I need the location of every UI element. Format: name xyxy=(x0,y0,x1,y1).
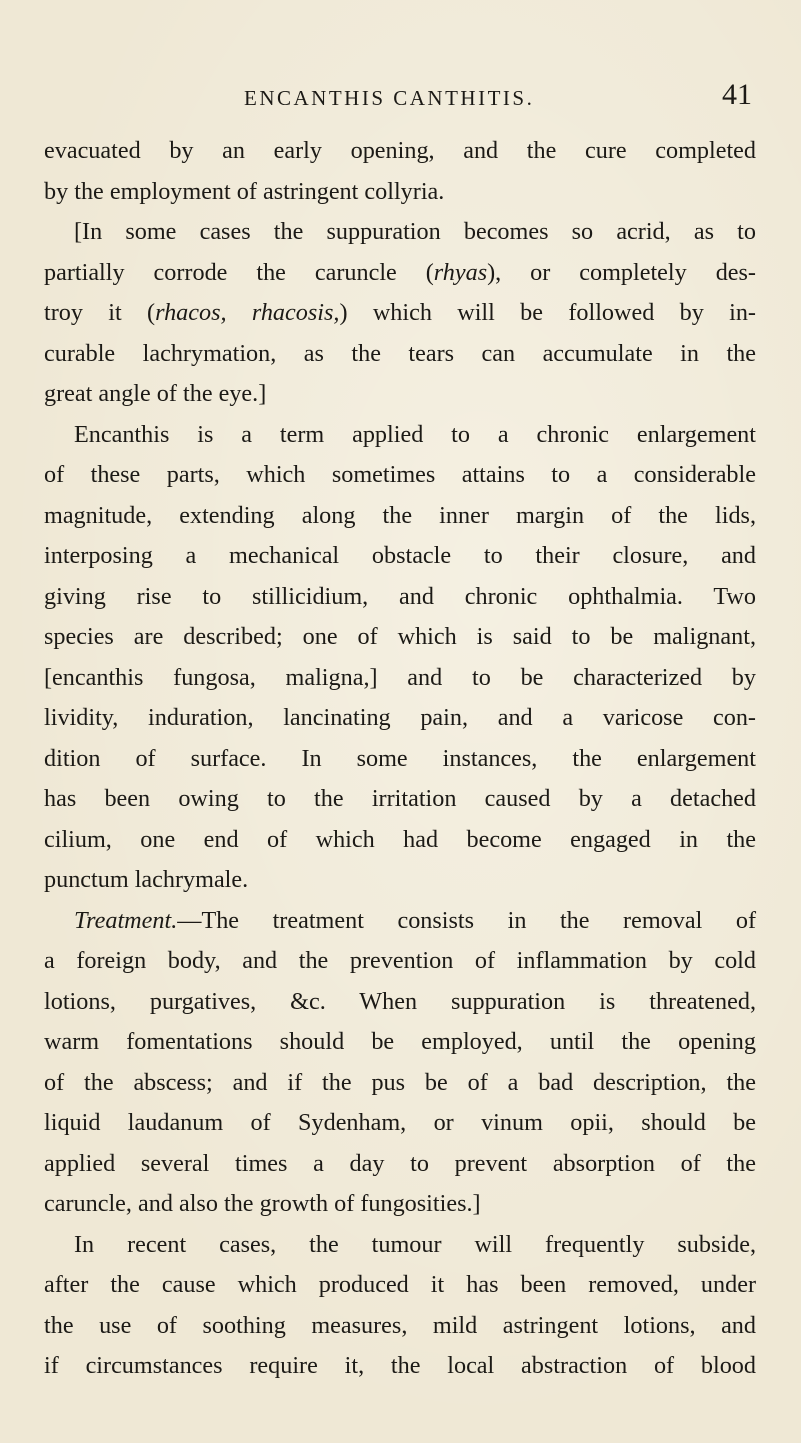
body-text xyxy=(44,131,756,1387)
text-line: [In some cases the suppuration becomes so acrid, as to xyxy=(74,218,756,245)
text-line: punctum lachrymale. xyxy=(44,866,249,893)
text-line: dition of surface. In some instances, the enlargement xyxy=(44,744,756,772)
text-line: a foreign body, and the prevention of inflammation by cold xyxy=(44,947,756,974)
text-line: caruncle, and also the growth of fungosities.] xyxy=(44,1190,481,1217)
text-line: cilium, one end of which had become engaged in the xyxy=(44,825,756,853)
text-line: In recent cases, the tumour will frequently subside, xyxy=(74,1230,756,1258)
text-line: troy it (rhacos, rhacosis,) which will be followed by in- xyxy=(44,299,756,326)
text-line: lividity, induration, lancinating pain, and a varicose con- xyxy=(44,704,756,731)
text-line: magnitude, extending along the inner margin of the lids, xyxy=(44,501,756,529)
running-head: ENCANTHIS CANTHITIS. xyxy=(244,86,535,110)
italic-term: rhyas xyxy=(433,258,488,286)
text-line: applied several times a day to prevent absorption of the xyxy=(44,1149,756,1177)
text-line: by the employment of astringent collyria. xyxy=(44,177,445,205)
text-line: evacuated by an early opening, and the cure completed xyxy=(44,137,756,164)
text-line: Encanthis is a term applied to a chronic enlargement xyxy=(74,420,756,448)
page-number: 41 xyxy=(722,78,752,111)
text-line: the use of soothing measures, mild astringent lotions, and xyxy=(44,1311,756,1339)
text-line: after the cause which produced it has been removed, under xyxy=(44,1271,756,1298)
text-line: interposing a mechanical obstacle to their closure, and xyxy=(44,542,756,569)
italic-term: rhacos, rhacosis, xyxy=(155,299,340,326)
text-line: great angle of the eye.] xyxy=(44,380,267,407)
text-line: species are described; one of which is said to be malignant, xyxy=(44,623,756,650)
text-line: giving rise to stillicidium, and chronic ophthalmia. Two xyxy=(44,582,756,610)
text-line: of these parts, which sometimes attains to a considerable xyxy=(44,461,756,488)
text-line: [encanthis fungosa, maligna,] and to be characterized by xyxy=(44,663,756,691)
page-header xyxy=(0,78,801,118)
text-line: of the abscess; and if the pus be of a bad description, the xyxy=(44,1068,756,1096)
text-line: liquid laudanum of Sydenham, or vinum opii, should be xyxy=(44,1109,756,1136)
text-line: lotions, purgatives, &c. When suppuration is threatened, xyxy=(44,987,756,1015)
text-line: has been owing to the irritation caused by a detached xyxy=(44,785,756,812)
text-line: warm fomentations should be employed, until the opening xyxy=(44,1028,756,1055)
text-line: Treatment.—The treatment consists in the removal of xyxy=(74,906,756,934)
text-line: partially corrode the caruncle (rhyas), or completely des- xyxy=(44,258,756,286)
text-line: if circumstances require it, the local abstraction of blood xyxy=(44,1352,756,1379)
section-heading-treatment: Treatment. xyxy=(74,906,178,934)
text-line: curable lachrymation, as the tears can accumulate in the xyxy=(44,339,756,367)
